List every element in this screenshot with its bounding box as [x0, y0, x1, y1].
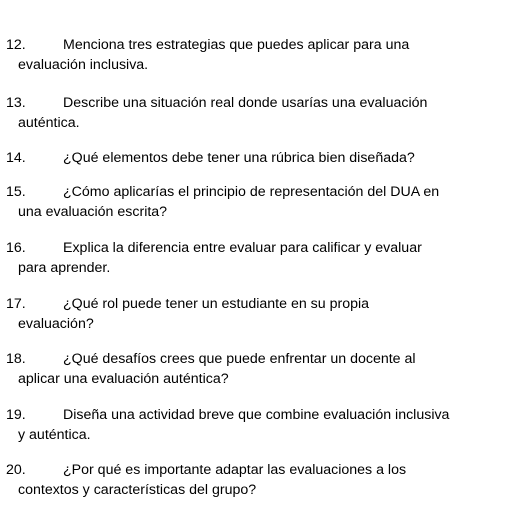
question-number: 17. [6, 296, 26, 312]
question-text-line1: ¿Cómo aplicarías el principio de representación del DUA en [63, 184, 440, 200]
question-number: 14. [6, 150, 26, 166]
question-text-line1: Describe una situación real donde usarías una evaluación [63, 95, 428, 111]
question-text-line2: para aprender. [18, 260, 111, 276]
question-text-line2: una evaluación escrita? [18, 204, 168, 220]
question-text-line2: contextos y características del grupo? [18, 482, 257, 498]
question-item [6, 35, 506, 75]
question-item [6, 349, 506, 389]
question-number: 19. [6, 407, 26, 423]
question-item [6, 93, 506, 133]
question-item [6, 460, 506, 500]
question-number: 16. [6, 240, 26, 256]
question-text-line1: Diseña una actividad breve que combine evaluación inclusiva [63, 407, 450, 423]
question-text-line1: ¿Qué desafíos crees que puede enfrentar un docente al [63, 351, 416, 367]
question-text-line2: evaluación inclusiva. [18, 57, 149, 73]
question-text-line2: y auténtica. [18, 427, 91, 443]
question-number: 13. [6, 95, 26, 111]
question-text-line1: ¿Por qué es importante adaptar las evaluaciones a los [63, 462, 407, 478]
question-text-line2: auténtica. [18, 115, 80, 131]
question-text-line2: aplicar una evaluación auténtica? [18, 371, 229, 387]
question-text-line1: ¿Qué elementos debe tener una rúbrica bien diseñada? [63, 150, 415, 166]
question-item [6, 294, 506, 334]
question-text-line1: ¿Qué rol puede tener un estudiante en su propia [63, 296, 370, 312]
question-item [6, 405, 506, 445]
question-item [6, 148, 506, 168]
question-number: 12. [6, 37, 26, 53]
question-item [6, 182, 506, 222]
question-number: 20. [6, 462, 26, 478]
question-text-line2: evaluación? [18, 316, 94, 332]
question-text-line1: Menciona tres estrategias que puedes aplicar para una [63, 37, 410, 53]
question-number: 15. [6, 184, 26, 200]
question-number: 18. [6, 351, 26, 367]
question-text-line1: Explica la diferencia entre evaluar para calificar y evaluar [63, 240, 422, 256]
question-item [6, 238, 506, 278]
